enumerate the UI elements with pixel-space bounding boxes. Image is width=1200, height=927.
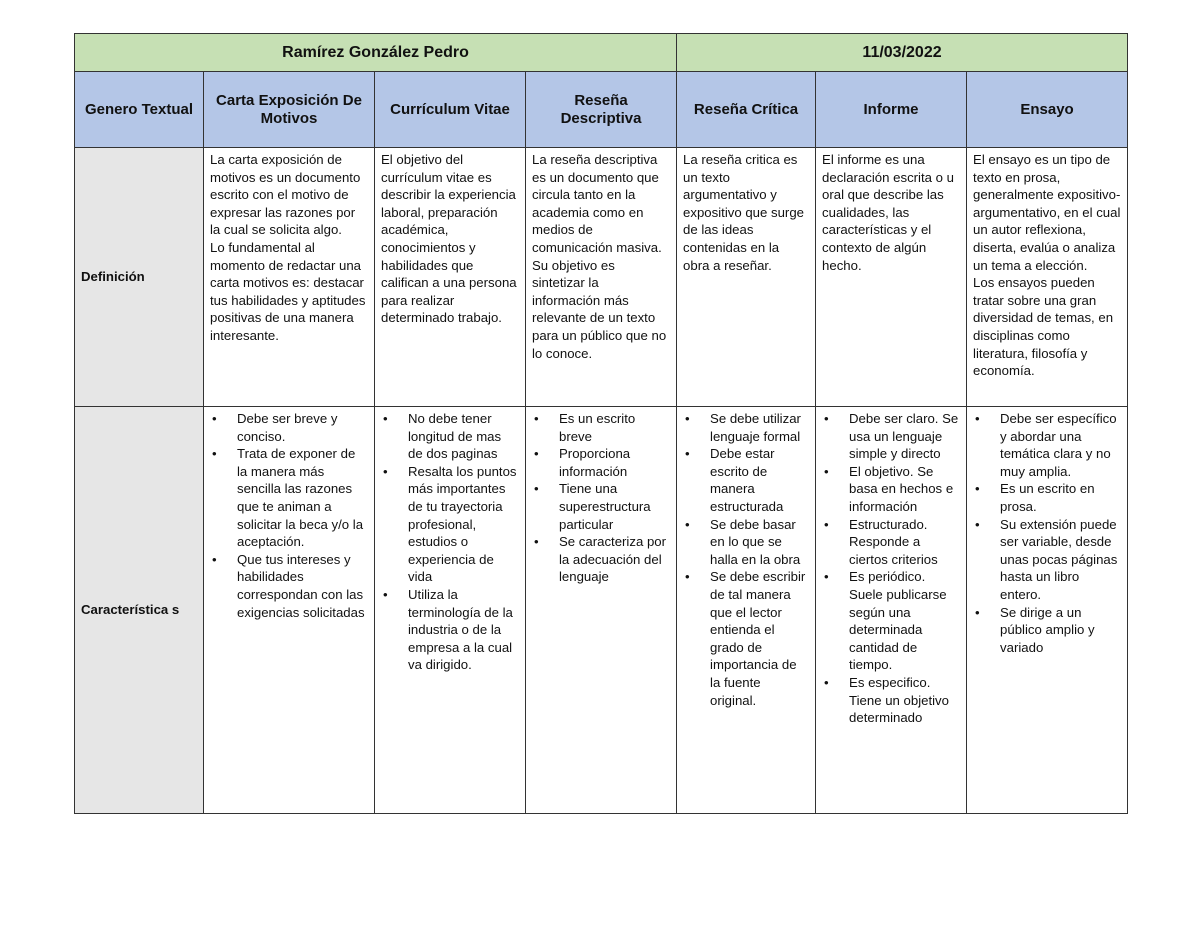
- bullet-list: [683, 410, 809, 709]
- bullet-item: • Debe estar escrito de manera estructurada: [683, 445, 809, 515]
- column-header-informe: Informe: [816, 72, 967, 148]
- definition-cell-curriculum: El objetivo del currículum vitae es describir la experiencia laboral, preparación académica, conocimientos y habilidades que califican a una persona para realizar determinado trabajo.: [375, 148, 526, 407]
- column-header-genero: Genero Textual: [75, 72, 204, 148]
- bullet-item: • Su extensión puede ser variable, desde unas pocas páginas hasta un libro entero.: [973, 516, 1121, 604]
- bullet-item: • Debe ser específico y abordar una temática clara y no muy amplia.: [973, 410, 1121, 480]
- column-header-resena-descriptiva: Reseña Descriptiva: [526, 72, 677, 148]
- column-header-resena-critica: Reseña Crítica: [677, 72, 816, 148]
- column-header-carta: Carta Exposición De Motivos: [204, 72, 375, 148]
- characteristics-row: [75, 407, 1128, 814]
- bullet-list: [973, 410, 1121, 656]
- characteristics-cell-ensayo: [967, 407, 1128, 814]
- definition-row: [75, 148, 1128, 407]
- bullet-item: • Se dirige a un público amplio y variado: [973, 604, 1121, 657]
- bullet-item: • Que tus intereses y habilidades correspondan con las exigencias solicitadas: [210, 551, 368, 621]
- title-row: [75, 34, 1128, 72]
- bullet-item: • Debe ser claro. Se usa un lenguaje simple y directo: [822, 410, 960, 463]
- definition-cell-resena-critica: La reseña critica es un texto argumentativo y expositivo que surge de las ideas contenidas en la obra a reseñar.: [677, 148, 816, 407]
- bullet-item: • Resalta los puntos más importantes de tu trayectoria profesional, estudios o experiencia de vida: [381, 463, 519, 586]
- comparison-table: [74, 33, 1128, 814]
- bullet-item: • Es periódico. Suele publicarse según una determinada cantidad de tiempo.: [822, 568, 960, 674]
- bullet-list: [381, 410, 519, 674]
- definition-cell-carta: La carta exposición de motivos es un documento escrito con el motivo de expresar las razones por la cual se solicita algo. Lo fundamental al momento de redactar una carta motivos es: destacar tus habilidades y aptitudes positivas de una manera interesante.: [204, 148, 375, 407]
- bullet-item: • Proporciona información: [532, 445, 670, 480]
- bullet-item: • Es especifico. Tiene un objetivo determinado: [822, 674, 960, 727]
- definition-cell-resena-descriptiva: La reseña descriptiva es un documento que circula tanto en la academia como en medios de comunicación masiva. Su objetivo es sintetizar la información más relevante de un texto para un público que no lo conoce.: [526, 148, 677, 407]
- row-label-definicion: Definición: [75, 148, 204, 407]
- bullet-item: • Tiene una superestructura particular: [532, 480, 670, 533]
- characteristics-cell-curriculum: [375, 407, 526, 814]
- bullet-item: • Utiliza la terminología de la industria o de la empresa a la cual va dirigido.: [381, 586, 519, 674]
- bullet-item: • Se debe escribir de tal manera que el lector entienda el grado de importancia de la fuente original.: [683, 568, 809, 709]
- row-label-caracteristicas: Característica s: [75, 407, 204, 814]
- column-header-ensayo: Ensayo: [967, 72, 1128, 148]
- bullet-item: • Se caracteriza por la adecuación del lenguaje: [532, 533, 670, 586]
- bullet-item: • Estructurado. Responde a ciertos criterios: [822, 516, 960, 569]
- characteristics-cell-resena-descriptiva: [526, 407, 677, 814]
- definition-cell-ensayo: El ensayo es un tipo de texto en prosa, generalmente expositivo-argumentativo, en el cual un autor reflexiona, diserta, evalúa o analiza un tema a elección. Los ensayos pueden tratar sobre una gran diversidad de temas, en disciplinas como literatura, filosofía y economía.: [967, 148, 1128, 407]
- bullet-item: • Se debe basar en lo que se halla en la obra: [683, 516, 809, 569]
- bullet-list: [210, 410, 368, 621]
- bullet-item: • Se debe utilizar lenguaje formal: [683, 410, 809, 445]
- document-date: 11/03/2022: [677, 34, 1128, 72]
- characteristics-cell-carta: [204, 407, 375, 814]
- characteristics-cell-resena-critica: [677, 407, 816, 814]
- bullet-list: [532, 410, 670, 586]
- column-header-row: [75, 72, 1128, 148]
- bullet-item: • Es un escrito breve: [532, 410, 670, 445]
- bullet-item: • Trata de exponer de la manera más sencilla las razones que te animan a solicitar la beca y/o la aceptación.: [210, 445, 368, 551]
- column-header-curriculum: Currículum Vitae: [375, 72, 526, 148]
- student-name: Ramírez González Pedro: [75, 34, 677, 72]
- definition-cell-informe: El informe es una declaración escrita o u oral que describe las cualidades, las características y el contexto de algún hecho.: [816, 148, 967, 407]
- bullet-item: • Debe ser breve y conciso.: [210, 410, 368, 445]
- bullet-list: [822, 410, 960, 727]
- characteristics-cell-informe: [816, 407, 967, 814]
- bullet-item: • Es un escrito en prosa.: [973, 480, 1121, 515]
- bullet-item: • El objetivo. Se basa en hechos e información: [822, 463, 960, 516]
- bullet-item: • No debe tener longitud de mas de dos paginas: [381, 410, 519, 463]
